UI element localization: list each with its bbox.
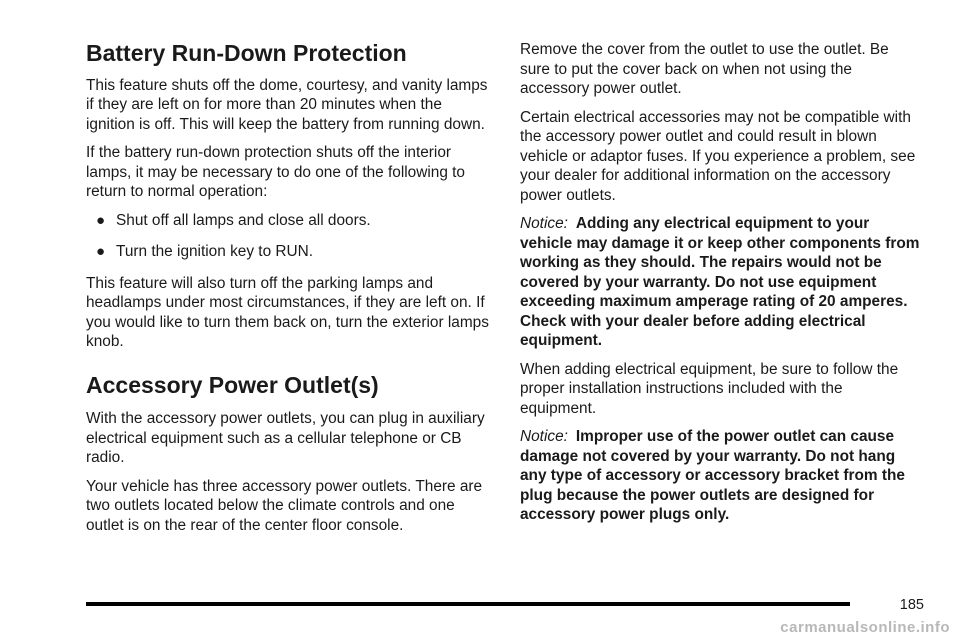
list-item — [86, 211, 494, 231]
list-item — [86, 242, 494, 262]
list-item-text: Shut off all lamps and close all doors. — [116, 211, 371, 229]
paragraph: This feature will also turn off the parking lamps and headlamps under most circumstances, if they are left on. If you would like to turn them back on, turn the exterior lamps knob. — [86, 274, 489, 351]
bullet-list — [86, 211, 494, 262]
notice-block — [520, 214, 920, 351]
bullet-icon: ● — [96, 243, 106, 261]
paragraph: Your vehicle has three accessory power outlets. There are two outlets located below the climate controls and one outlet is on the rear of the center floor console. — [86, 477, 483, 534]
paragraph: If the battery run-down protection shuts off the interior lamps, it may be necessary to do one of the following to return to normal operation: — [86, 144, 465, 201]
section-heading-power-outlet: Accessory Power Outlet(s) — [86, 371, 379, 398]
notice-text: Adding any electrical equipment to your vehicle may damage it or keep other components from working as they should. The repairs would not be covered by your warranty. Do not use equipment exceeding maximum amperage rating of 20 amperes. Check with your dealer before adding electrical equipment. — [520, 215, 920, 349]
notice-text: Improper use of the power outlet can cause damage not covered by your warranty. Do not hang any type of accessory or accessory bracket from the plug because the power outlets are designed for accessory power plugs only. — [520, 428, 905, 523]
footer-rule — [86, 602, 850, 606]
paragraph: Certain electrical accessories may not be compatible with the accessory power outlet and could result in blown vehicle or adaptor fuses. If you experience a problem, see your dealer for additional information on the accessory power outlets. — [520, 108, 916, 204]
notice-label: Notice: — [520, 428, 568, 445]
paragraph: Remove the cover from the outlet to use the outlet. Be sure to put the cover back on when not using the accessory power outlet. — [520, 41, 889, 97]
watermark: carmanualsonline.info — [780, 619, 950, 636]
paragraph: This feature shuts off the dome, courtesy, and vanity lamps if they are left on for more than 20 minutes when the ignition is off. This will keep the battery from running down. — [86, 76, 488, 133]
paragraph: When adding electrical equipment, be sure to follow the proper installation instructions included with the equipment. — [520, 360, 899, 417]
left-column — [86, 40, 494, 544]
paragraph: With the accessory power outlets, you can plug in auxiliary electrical equipment such as a cellular telephone or CB radio. — [86, 410, 485, 467]
notice-label: Notice: — [520, 215, 568, 232]
section-heading-battery: Battery Run-Down Protection — [86, 40, 407, 66]
page-number: 185 — [899, 597, 924, 613]
right-column — [520, 40, 920, 534]
list-item-text: Turn the ignition key to RUN. — [116, 243, 314, 261]
bullet-icon: ● — [96, 211, 106, 229]
notice-block — [520, 427, 920, 525]
